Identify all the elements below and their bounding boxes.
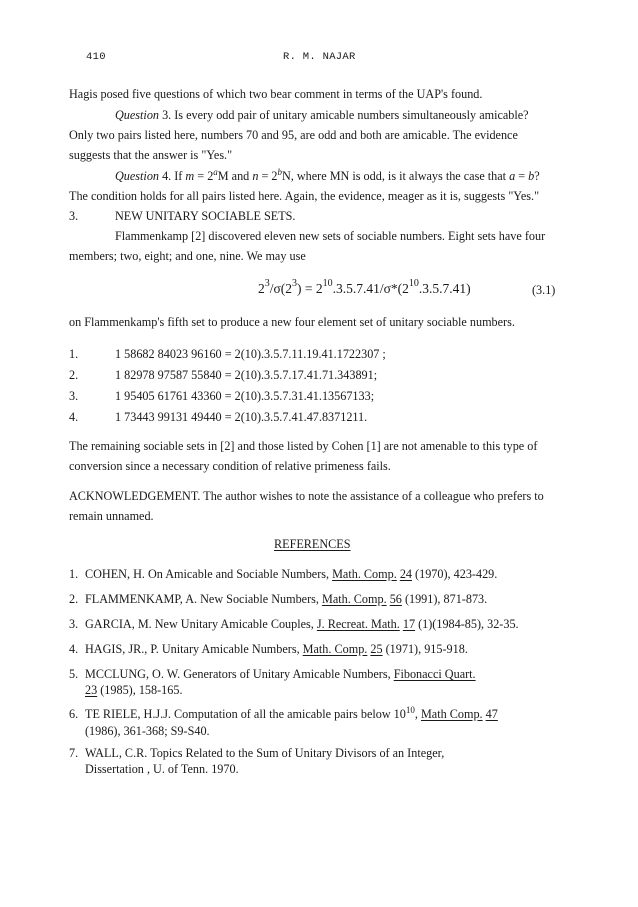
q4-text-c: M and [217, 169, 253, 183]
reference-superscript: 10 [405, 705, 415, 715]
reference-volume: 47 [485, 707, 498, 721]
list-item [69, 409, 367, 426]
reference-item [69, 641, 468, 658]
reference-item [69, 616, 519, 633]
question-4-answer-line: The condition holds for all pairs listed here. Again, the evidence, meager as it is, suggests "Yes." [69, 189, 540, 203]
reference-item-continuation [85, 682, 183, 699]
reference-text: TE RIELE, H.J.J. Computation of all the amicable pairs below 10 [85, 707, 406, 721]
question-4-label: Question [115, 169, 160, 183]
question-3-answer-line: Only two pairs listed here, numbers 70 and 95, are odd and both are amicable. The evidence [69, 128, 518, 142]
formula-sup-c: 10 [322, 278, 333, 289]
reference-text: GARCIA, M. New Unitary Amicable Couples, [85, 617, 317, 631]
list-item-number: 2. [69, 368, 79, 382]
reference-journal: Math. Comp. [321, 592, 387, 606]
reference-number: 4. [69, 642, 79, 656]
formula-part-c: ) = 2 [297, 281, 323, 296]
list-item-number: 3. [69, 389, 79, 403]
formula-part-b: /σ(2 [269, 281, 293, 296]
question-3-text: 3. Is every odd pair of unitary amicable numbers simultaneously amicable? [159, 108, 529, 122]
q4-text-b: = 2 [194, 169, 214, 183]
reference-item [69, 706, 498, 723]
reference-separator: , [414, 707, 421, 721]
reference-item [69, 591, 487, 608]
list-item-text: 1 58682 84023 96160 = 2(10).3.5.7.11.19.41.1722307 ; [115, 347, 386, 361]
reference-item [69, 566, 497, 583]
reference-pages: (1970), 423-429. [412, 567, 498, 581]
list-item-text: 1 95405 61761 43360 = 2(10).3.5.7.31.41.13567133; [115, 389, 375, 403]
reference-pages: (1971), 915-918. [382, 642, 468, 656]
formula-part-d: .3.5.7.41/σ*(2 [332, 281, 409, 296]
reference-number: 3. [69, 617, 79, 631]
reference-text: FLAMMENKAMP, A. New Sociable Numbers, [85, 592, 322, 606]
reference-journal: Math Comp. [420, 707, 483, 721]
reference-item [69, 745, 444, 762]
q4-sup-b: b [277, 167, 282, 177]
paragraph-flammenkamp-fifth-set: on Flammenkamp's fifth set to produce a new four element set of unitary sociable numbers. [69, 315, 515, 329]
reference-text: WALL, C.R. Topics Related to the Sum of Unitary Divisors of an Integer, [85, 746, 445, 760]
list-item-text: 1 82978 97587 55840 = 2(10).3.5.7.17.41.71.343891; [115, 368, 378, 382]
reference-item [69, 666, 476, 683]
formula-part-a: 2 [258, 281, 265, 296]
reference-item-continuation: (1986), 361-368; S9-S40. [85, 724, 210, 738]
reference-pages: (1985), 158-165. [97, 683, 183, 697]
reference-number: 5. [69, 667, 79, 681]
reference-number: 1. [69, 567, 79, 581]
list-item [69, 388, 374, 405]
reference-volume: 24 [399, 567, 412, 581]
list-item-text: 1 73443 99131 49440 = 2(10).3.5.7.41.47.8371211. [115, 410, 368, 424]
reference-volume: 23 [85, 683, 98, 697]
list-item-number: 1. [69, 347, 79, 361]
running-head: R. M. NAJAR [283, 51, 356, 63]
reference-journal: Fibonacci Quart. [393, 667, 476, 681]
reference-volume: 56 [389, 592, 402, 606]
acknowledgement-line-2: remain unnamed. [69, 509, 154, 523]
formula-sup-b: 3 [292, 278, 298, 289]
list-item [69, 367, 377, 384]
formula-3-1 [258, 280, 471, 297]
reference-text: COHEN, H. On Amicable and Sociable Numbers, [85, 567, 333, 581]
reference-volume: 17 [402, 617, 416, 631]
equation-number: (3.1) [532, 283, 556, 297]
question-3-line [115, 107, 529, 124]
formula-sup-a: 3 [264, 278, 270, 289]
reference-journal: Math. Comp. [302, 642, 368, 656]
reference-pages: (1991), 871-873. [401, 592, 488, 606]
reference-text: HAGIS, JR., P. Unitary Amicable Numbers, [85, 642, 303, 656]
formula-sup-d: 10 [408, 278, 419, 289]
q4-sup-a: a [213, 167, 218, 177]
reference-number: 2. [69, 592, 79, 606]
q4-var-m: m [185, 169, 195, 183]
q4-var-n: n [252, 169, 259, 183]
formula-part-e: .3.5.7.41) [418, 281, 471, 296]
question-3-label: Question [115, 108, 160, 122]
reference-pages: (1)(1984-85), 32-35. [415, 617, 519, 631]
paragraph-flammenkamp-line-1: Flammenkamp [2] discovered eleven new sets of sociable numbers. Eight sets have four [115, 229, 546, 243]
page-number: 410 [86, 51, 106, 63]
q4-text-f: = [515, 169, 529, 183]
q4-text-g: ? [534, 169, 540, 183]
reference-volume: 25 [370, 642, 383, 656]
list-item-number: 4. [69, 410, 79, 424]
section-number: 3. [69, 209, 79, 223]
q4-text-d: = 2 [258, 169, 278, 183]
reference-number: 6. [69, 707, 79, 721]
section-title: NEW UNITARY SOCIABLE SETS. [115, 209, 296, 223]
reference-number: 7. [69, 746, 79, 760]
list-item [69, 346, 386, 363]
references-heading: REFERENCES [274, 537, 351, 551]
q4-var-a: a [509, 169, 516, 183]
question-3-answer-line-2: suggests that the answer is "Yes." [69, 148, 233, 162]
q4-text-a: 4. If [159, 169, 186, 183]
acknowledgement-line-1: ACKNOWLEDGEMENT. The author wishes to note the assistance of a colleague who prefers to [69, 489, 544, 503]
paragraph-intro: Hagis posed five questions of which two bear comment in terms of the UAP's found. [69, 87, 483, 101]
paragraph-flammenkamp-line-2: members; two, eight; and one, nine. We may use [69, 249, 306, 263]
q4-var-b: b [528, 169, 535, 183]
reference-journal: J. Recreat. Math. [316, 617, 400, 631]
reference-journal: Math. Comp. [332, 567, 397, 581]
q4-text-e: N, where MN is odd, is it always the case that [281, 169, 510, 183]
paragraph-remaining-line-1: The remaining sociable sets in [2] and those listed by Cohen [1] are not amenable to this type of [69, 439, 538, 453]
reference-item-continuation: Dissertation , U. of Tenn. 1970. [85, 762, 239, 776]
question-4-line [115, 168, 540, 185]
reference-text: MCCLUNG, O. W. Generators of Unitary Amicable Numbers, [85, 667, 394, 681]
paragraph-remaining-line-2: conversion since a necessary condition of relative primeness fails. [69, 459, 391, 473]
